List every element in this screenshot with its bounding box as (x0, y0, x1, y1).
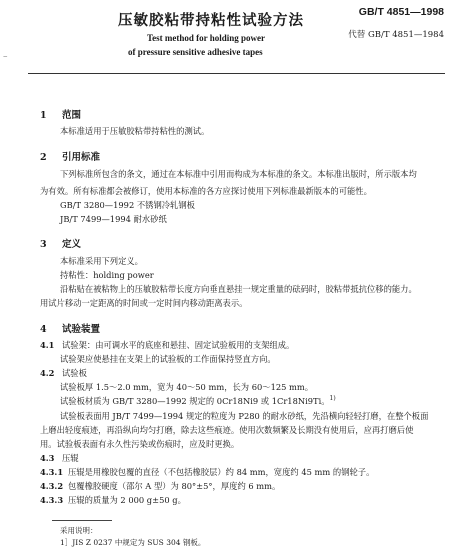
clause-4-2-paragraph-3-line2: 上磨出轻度痕迹，再沿纵向均匀打磨，除去这些痕迹。使用次数频繁及长期没有使用后，应再打磨后使 (40, 425, 414, 435)
reference-gb-3280: GB/T 3280—1992 不锈钢冷轧钢板 (60, 200, 195, 210)
replaces-note: 代替 GB/T 4851—1984 (348, 30, 444, 40)
reference-jb-7499: JB/T 7499—1994 耐水砂纸 (60, 214, 167, 224)
clause-4-1-paragraph: 试验架应使悬挂在支架上的试验板的工作面保持竖直方向。 (60, 354, 276, 364)
english-title-line1: Test method for holding power (147, 33, 266, 43)
footnote-rule (52, 520, 112, 521)
english-title-line2: of pressure sensitive adhesive tapes (128, 47, 263, 57)
clause-4-2-paragraph-3-line3: 用。试验板表面有永久性污染或伤痕时，应及时更换。 (40, 439, 240, 449)
document-title: 压敏胶粘带持粘性试验方法 (118, 12, 304, 29)
section-2-paragraph-line2: 为有效。所有标准都会被修订，使用本标准的各方应探讨使用下列标准最新版本的可能性。 (40, 186, 372, 196)
section-4-heading: 4 试验装置 (40, 324, 101, 335)
clause-4-3-2: 4.3.2 包覆橡胶硬度（邵尔 A 型）为 80°±5°，厚度约 6 mm。 (40, 481, 281, 491)
section-3-paragraph-1: 本标准采用下列定义。 (60, 256, 143, 266)
section-2-paragraph-line1: 下列标准所包含的条文，通过在本标准中引用而构成为本标准的条文。本标准出版时，所示版本均 (60, 169, 417, 179)
definition-text-line2: 用试片移动一定距离的时间或一定时间内移动距离表示。 (40, 298, 248, 308)
definition-text-line1: 沿粘贴在被粘物上的压敏胶粘带长度方向垂直悬挂一规定重量的砝码时，胶粘带抵抗位移的能力。 (60, 284, 417, 294)
section-1-paragraph: 本标准适用于压敏胶粘带持粘性的测试。 (60, 126, 210, 136)
clause-4-2-paragraph-1: 试验板厚 1.5～2.0 mm，宽为 40～50 mm，长为 60～125 mm。 (60, 382, 314, 392)
header-rule (28, 73, 445, 74)
clause-4-2-paragraph-2: 试验板材质为 GB/T 3280—1992 规定的 0Cr18Ni9 或 1Cr18Ni9Ti。$^{1)}$ (60, 395, 336, 406)
clause-4-3-heading: 4.3 压辊 (40, 453, 79, 463)
footnote-heading: 采用说明： (60, 526, 98, 535)
standard-number: GB/T 4851—1998 (358, 6, 444, 18)
section-3-heading: 3 定义 (40, 239, 82, 250)
clause-4-2-paragraph-3-line1: 试验板表面用 JB/T 7499—1994 规定的粒度为 P280 的耐水砂纸，先沿横向轻轻打磨，在整个板面 (60, 411, 429, 421)
clause-4-1: 4.1 试验架：由可调水平的底座和悬挂、固定试验板用的支架组成。 (40, 340, 295, 350)
section-1-heading: 1 范围 (40, 110, 82, 121)
footnote-text: 1］JIS Z 0237 中规定为 SUS 304 钢板。 (60, 538, 206, 547)
clause-4-3-1: 4.3.1 压辊是用橡胶包覆的直径（不包括橡胶层）约 84 mm，宽度约 45 mm 的钢轮子。 (40, 467, 375, 477)
clause-4-2-heading: 4.2 试验板 (40, 368, 87, 378)
definition-term: 持粘性：holding power (60, 270, 154, 280)
footnote-marker[interactable]: 1) (329, 395, 336, 403)
margin-mark: – (3, 52, 8, 62)
clause-4-3-3: 4.3.3 压辊的质量为 2 000 g±50 g。 (40, 495, 186, 505)
section-2-heading: 2 引用标准 (40, 152, 101, 163)
